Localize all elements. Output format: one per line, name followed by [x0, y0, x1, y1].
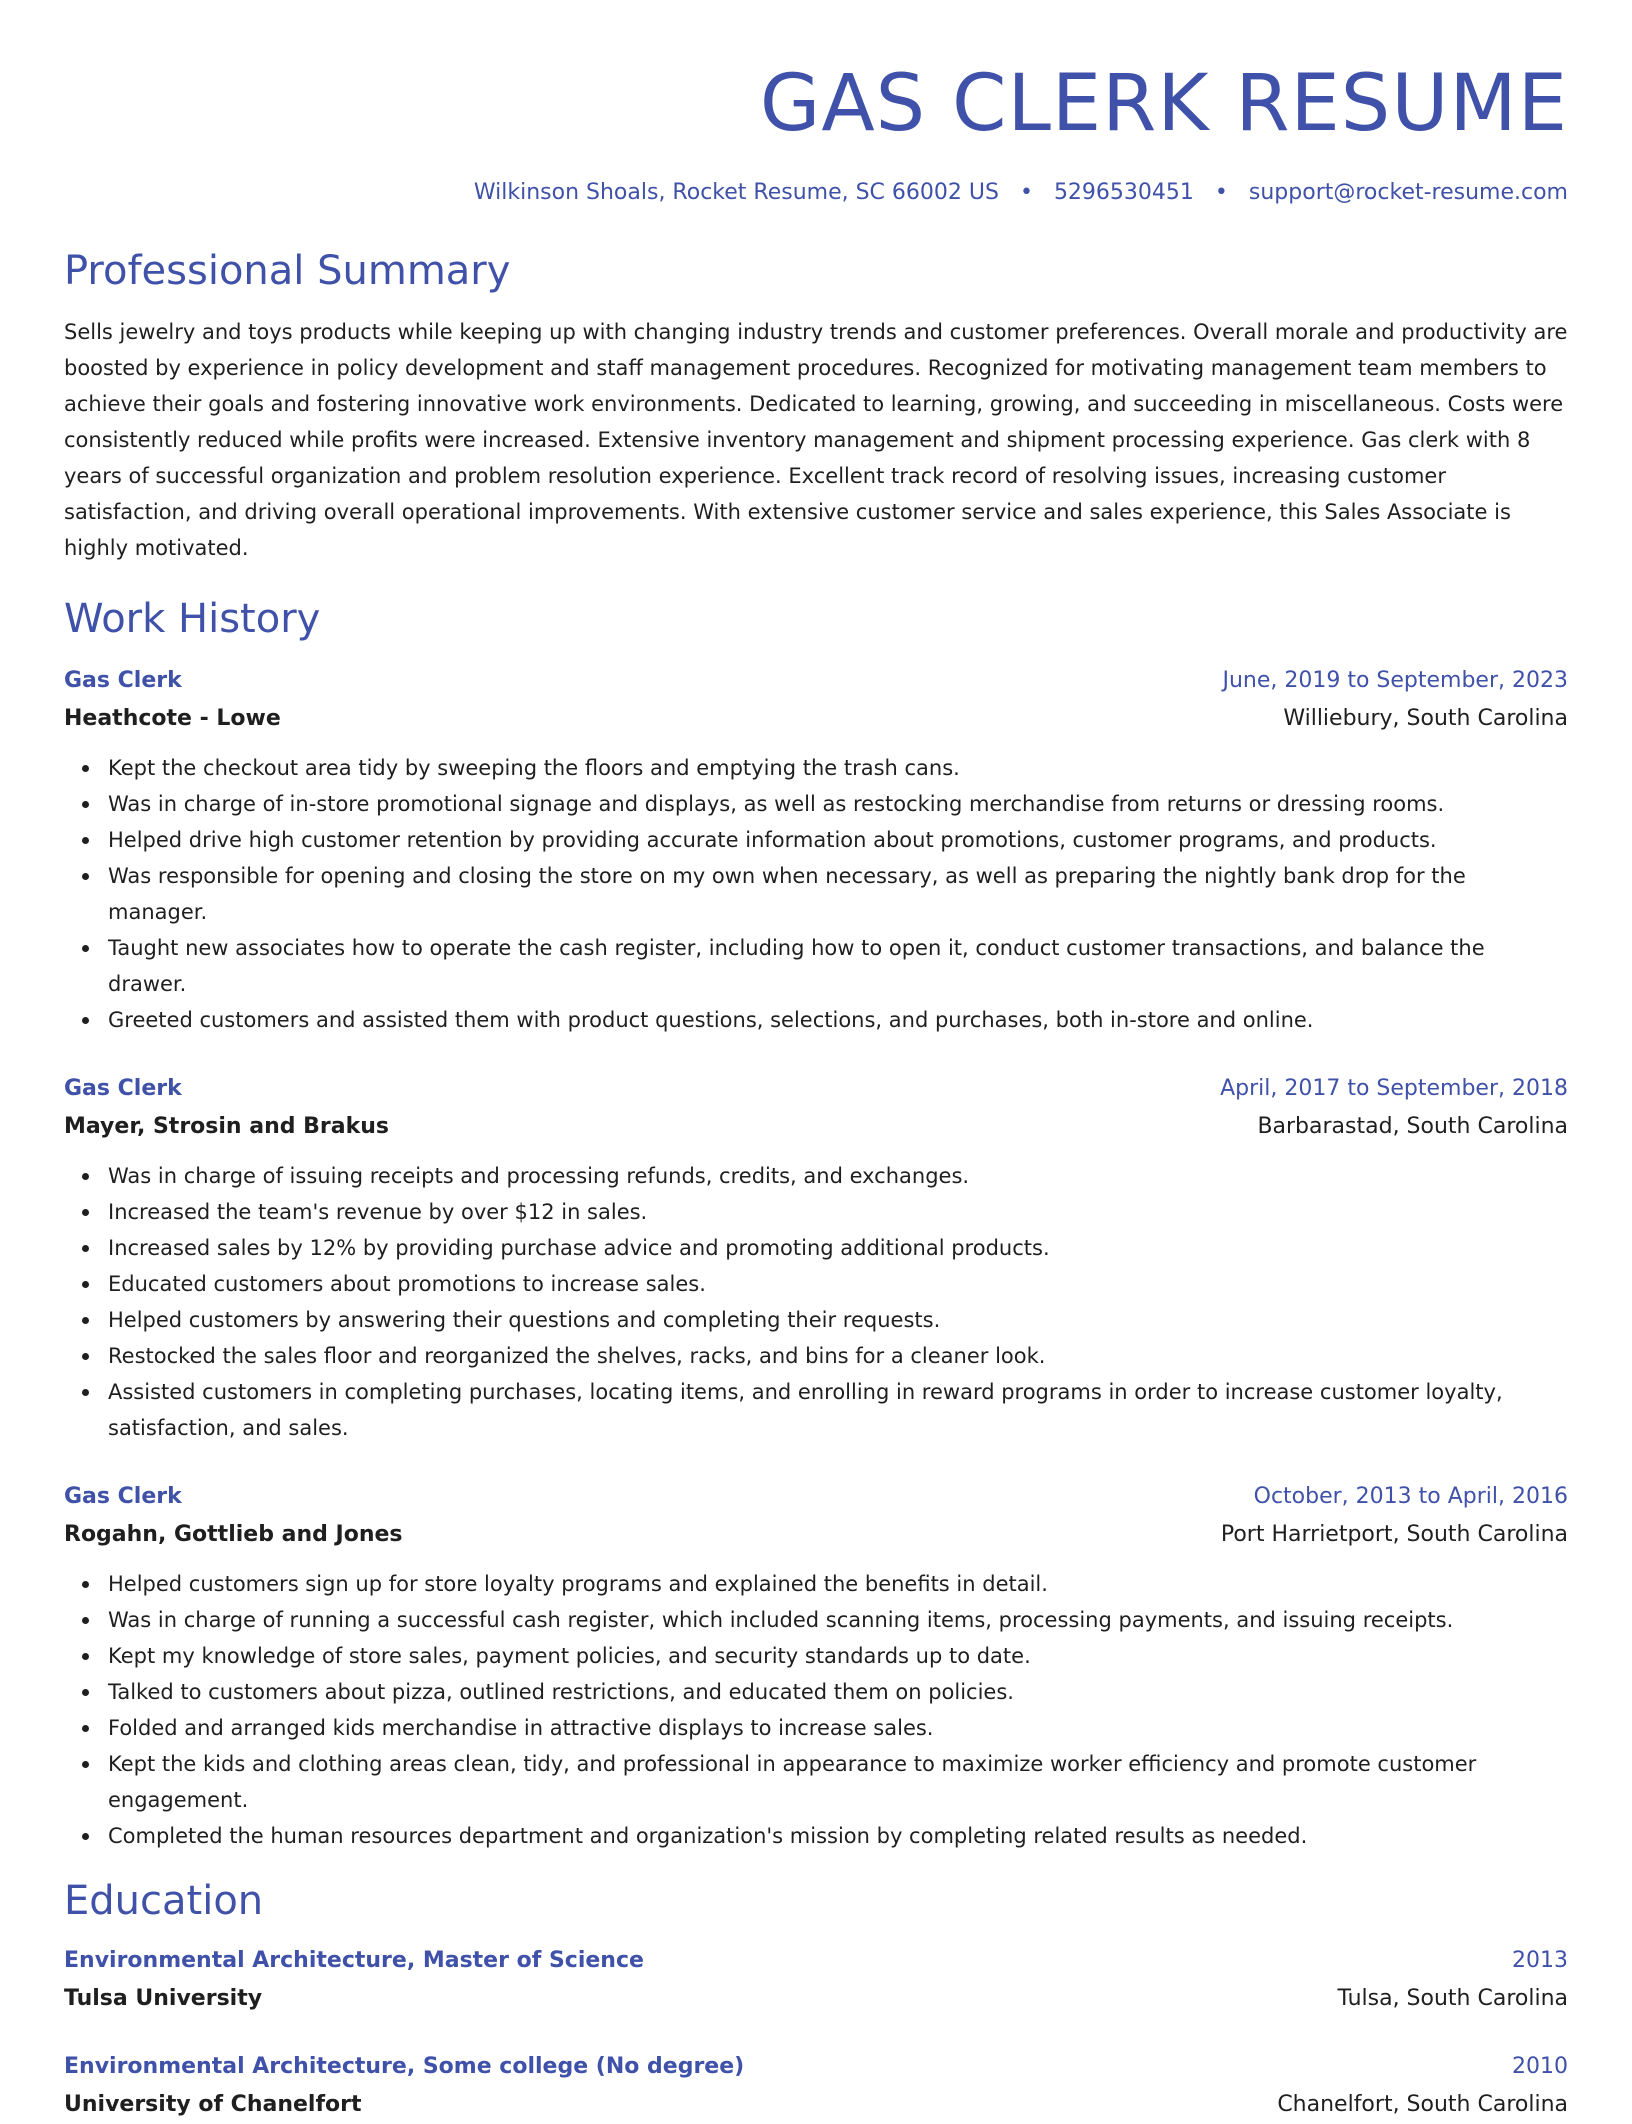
education-location: Tulsa, South Carolina	[1337, 1986, 1568, 2011]
work-history-section	[64, 594, 1568, 1854]
job-bullet-text: Educated customers about promotions to increase sales.	[108, 1272, 706, 1296]
job-employer: Mayer, Strosin and Brakus	[64, 1114, 390, 1139]
job-bullet	[108, 1602, 1568, 1638]
job-dates: April, 2017 to September, 2018	[1220, 1076, 1568, 1101]
job-location: Barbarastad, South Carolina	[1257, 1114, 1568, 1139]
bullet-icon	[82, 1353, 89, 1360]
education-location: Chanelfort, South Carolina	[1277, 2092, 1568, 2117]
education-degree: Environmental Architecture, Master of Science	[64, 1948, 644, 1973]
job-title: Gas Clerk	[64, 1484, 182, 1509]
job-bullet-text: Taught new associates how to operate the cash register, including how to open it, conduct customer transactions, and balance the drawer.	[108, 936, 1485, 996]
bullet-icon	[82, 1581, 89, 1588]
job-bullet	[108, 930, 1568, 1002]
job-title: Gas Clerk	[64, 1076, 182, 1101]
bullet-icon	[82, 873, 89, 880]
job-employer: Heathcote - Lowe	[64, 706, 281, 731]
job-bullet-list	[64, 1566, 1568, 1854]
summary-text: Sells jewelry and toys products while keeping up with changing industry trends and customer preferences. Overall morale and productivity are boosted by experience in policy development and staff management procedures. Recognized for motivating management team members to achieve their goals and fostering innovative work environments. Dedicated to learning, growing, and succeeding in miscellaneous. Costs were consistently reduced while profits were increased. Extensive inventory management and shipment processing experience. Gas clerk with 8 years of successful organization and problem resolution experience. Excellent track record of resolving issues, increasing customer satisfaction, and driving overall operational improvements. With extensive customer service and sales experience, this Sales Associate is highly motivated.	[64, 320, 1568, 560]
education-school: University of Chanelfort	[64, 2092, 362, 2117]
job-bullet	[108, 1746, 1568, 1818]
job-bullet	[108, 1230, 1568, 1266]
bullet-icon	[82, 1281, 89, 1288]
bullet-icon	[82, 1725, 89, 1732]
job-dates: June, 2019 to September, 2023	[1222, 668, 1568, 693]
job-bullet	[108, 1566, 1568, 1602]
job-bullet	[108, 1374, 1568, 1446]
education-year: 2010	[1512, 2054, 1568, 2079]
job-bullet-text: Greeted customers and assisted them with product questions, selections, and purchases, both in-store and online.	[108, 1008, 1314, 1032]
job-bullet	[108, 1638, 1568, 1674]
bullet-icon	[82, 1017, 89, 1024]
bullet-icon	[82, 1389, 89, 1396]
job-bullet-text: Kept the checkout area tidy by sweeping the floors and emptying the trash cans.	[108, 756, 960, 780]
section-title-work-history: Work History	[64, 596, 321, 642]
job-bullet	[108, 1158, 1568, 1194]
bullet-icon	[82, 1209, 89, 1216]
bullet-icon	[82, 1245, 89, 1252]
job-bullet	[108, 1818, 1568, 1854]
job-bullet	[108, 750, 1568, 786]
job-bullet	[108, 1194, 1568, 1230]
job-entry	[64, 1070, 1568, 1446]
bullet-icon	[82, 801, 89, 808]
job-bullet-text: Kept the kids and clothing areas clean, tidy, and professional in appearance to maximize worker efficiency and promote customer engagement.	[108, 1752, 1477, 1812]
job-bullet-text: Increased the team's revenue by over $12 in sales.	[108, 1200, 648, 1224]
job-location: Williebury, South Carolina	[1283, 706, 1568, 731]
job-bullet-text: Restocked the sales floor and reorganized the shelves, racks, and bins for a cleaner look.	[108, 1344, 1046, 1368]
job-bullet-list	[64, 1158, 1568, 1446]
job-bullet-text: Was responsible for opening and closing the store on my own when necessary, as well as preparing the nightly bank drop for the manager.	[108, 864, 1466, 924]
education-entry	[64, 2048, 1568, 2124]
education-degree: Environmental Architecture, Some college (No degree)	[64, 2054, 745, 2079]
bullet-icon	[82, 1617, 89, 1624]
education-school: Tulsa University	[64, 1986, 263, 2011]
job-bullet	[108, 786, 1568, 822]
contact-phone: 5296530451	[1053, 180, 1194, 205]
section-title-education: Education	[64, 1878, 264, 1924]
contact-line	[64, 178, 1568, 208]
job-bullet-text: Kept my knowledge of store sales, payment policies, and security standards up to date.	[108, 1644, 1031, 1668]
job-bullet-text: Increased sales by 12% by providing purchase advice and promoting additional products.	[108, 1236, 1050, 1260]
job-bullet	[108, 1338, 1568, 1374]
job-entry	[64, 662, 1568, 1038]
job-bullet-text: Folded and arranged kids merchandise in attractive displays to increase sales.	[108, 1716, 934, 1740]
job-title: Gas Clerk	[64, 668, 182, 693]
job-bullet	[108, 858, 1568, 930]
contact-email: support@rocket-resume.com	[1248, 180, 1568, 205]
job-bullet-text: Helped customers sign up for store loyalty programs and explained the benefits in detail.	[108, 1572, 1048, 1596]
job-bullet-text: Was in charge of running a successful cash register, which included scanning items, processing payments, and issuing receipts.	[108, 1608, 1454, 1632]
resume-title: GAS CLERK RESUME	[759, 59, 1568, 149]
resume-header	[64, 56, 1568, 208]
job-bullet	[108, 822, 1568, 858]
job-bullet-text: Helped customers by answering their questions and completing their requests.	[108, 1308, 941, 1332]
job-location: Port Harrietport, South Carolina	[1220, 1522, 1568, 1547]
job-employer: Rogahn, Gottlieb and Jones	[64, 1522, 403, 1547]
job-bullet-text: Talked to customers about pizza, outlined restrictions, and educated them on policies.	[108, 1680, 1014, 1704]
bullet-icon	[82, 945, 89, 952]
job-bullet-text: Was in charge of issuing receipts and processing refunds, credits, and exchanges.	[108, 1164, 970, 1188]
job-bullet	[108, 1002, 1568, 1038]
bullet-icon	[82, 765, 89, 772]
bullet-icon	[82, 1317, 89, 1324]
bullet-icon	[82, 1833, 89, 1840]
education-entry	[64, 1942, 1568, 2018]
job-bullet	[108, 1302, 1568, 1338]
bullet-icon	[82, 1173, 89, 1180]
section-title-summary: Professional Summary	[64, 248, 511, 294]
contact-separator: •	[1019, 180, 1033, 205]
contact-separator: •	[1214, 180, 1228, 205]
contact-address: Wilkinson Shoals, Rocket Resume, SC 66002 US	[473, 180, 999, 205]
job-bullet-text: Completed the human resources department and organization's mission by completing related results as needed.	[108, 1824, 1308, 1848]
job-bullet	[108, 1674, 1568, 1710]
professional-summary-section	[64, 246, 1568, 566]
bullet-icon	[82, 1689, 89, 1696]
job-bullet-list	[64, 750, 1568, 1038]
job-bullet-text: Assisted customers in completing purchases, locating items, and enrolling in reward programs in order to increase customer loyalty, satisfaction, and sales.	[108, 1380, 1503, 1440]
job-bullet	[108, 1710, 1568, 1746]
education-year: 2013	[1512, 1948, 1568, 1973]
job-bullet-text: Was in charge of in-store promotional signage and displays, as well as restocking merchandise from returns or dressing rooms.	[108, 792, 1445, 816]
bullet-icon	[82, 1761, 89, 1768]
education-section	[64, 1876, 1568, 2124]
job-bullet-text: Helped drive high customer retention by providing accurate information about promotions, customer programs, and products.	[108, 828, 1437, 852]
job-dates: October, 2013 to April, 2016	[1253, 1484, 1568, 1509]
bullet-icon	[82, 1653, 89, 1660]
job-bullet	[108, 1266, 1568, 1302]
bullet-icon	[82, 837, 89, 844]
job-entry	[64, 1478, 1568, 1854]
